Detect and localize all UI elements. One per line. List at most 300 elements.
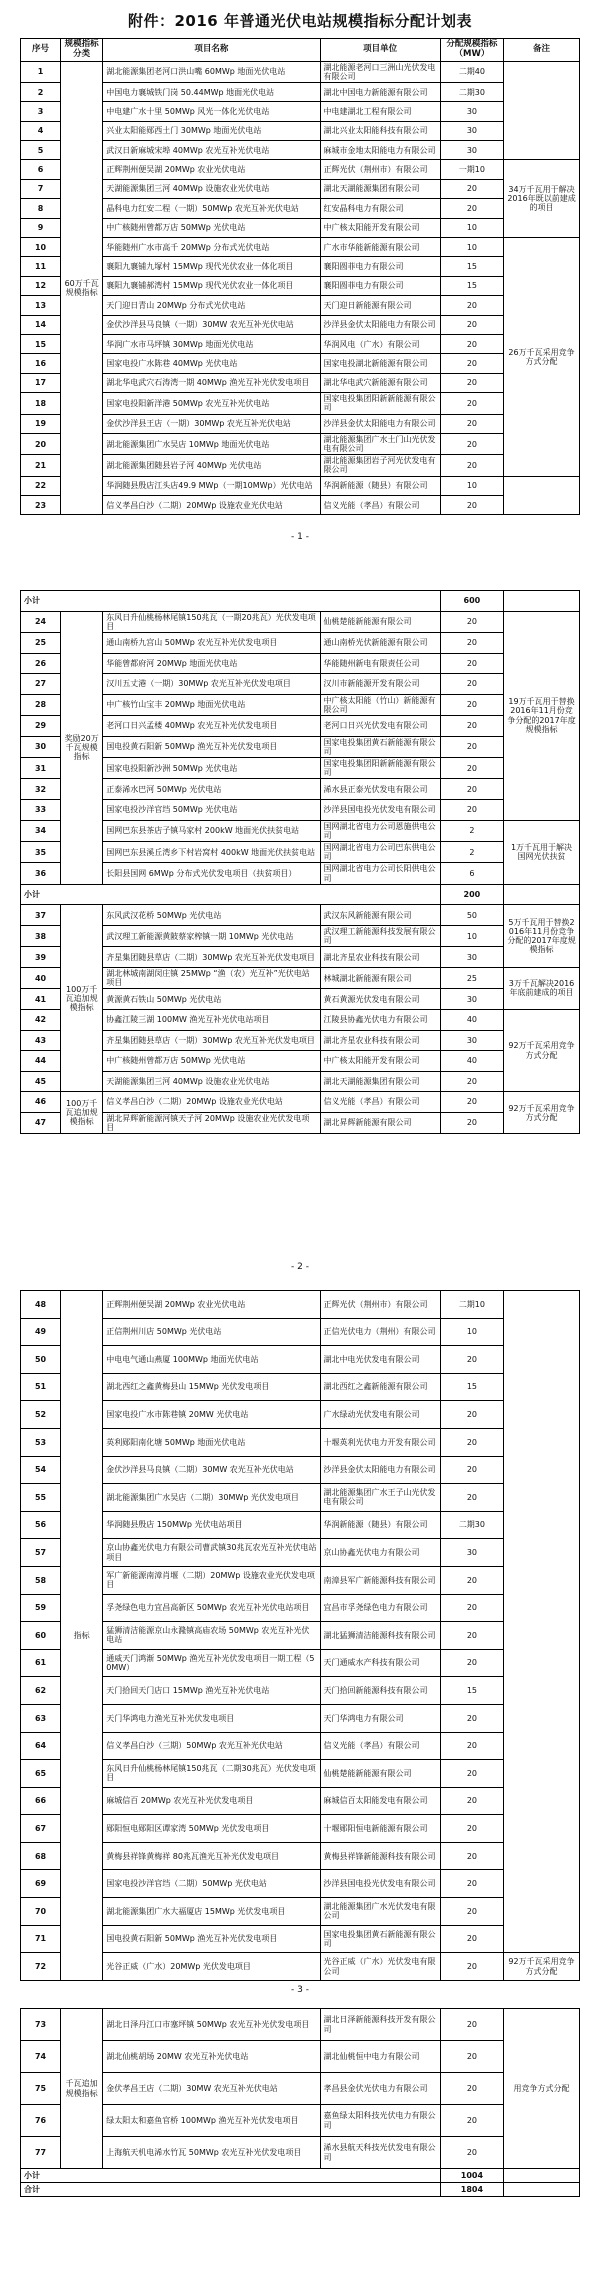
project-unit: 国家电投集团黄石新能源有限公司	[320, 1925, 440, 1953]
row-index: 58	[21, 1566, 61, 1594]
project-name: 东风日升仙桃杨林尾镇150兆瓦（二期30兆瓦）光伏发电项目	[103, 1760, 320, 1788]
capacity-cell: 10	[440, 238, 503, 257]
remark-cell: 34万千瓦用于解决2016年既以前建成的项目	[504, 160, 580, 238]
project-unit: 天门通威水产科技有限公司	[320, 1649, 440, 1677]
project-unit: 南漳县军广新能源科技有限公司	[320, 1566, 440, 1594]
table-row	[21, 1677, 580, 1705]
row-index: 61	[21, 1649, 61, 1677]
allocation-table-page-2	[20, 590, 580, 1134]
project-unit: 老河口日兴光伏发电有限公司	[320, 716, 440, 737]
row-index: 51	[21, 1373, 61, 1401]
capacity-cell: 20	[440, 1346, 503, 1374]
capacity-cell: 20	[440, 779, 503, 800]
row-index: 45	[21, 1071, 61, 1092]
table-row	[21, 238, 580, 257]
project-unit: 国家电投集团阳新新能源有限公司	[320, 758, 440, 779]
capacity-cell: 20	[440, 800, 503, 821]
row-index: 6	[21, 160, 61, 179]
subtotal-label: 合计	[21, 2183, 441, 2197]
row-index: 76	[21, 2105, 61, 2137]
capacity-cell: 20	[440, 758, 503, 779]
project-unit: 湖北西红之鑫新能源有限公司	[320, 1373, 440, 1401]
project-unit: 湖北中电光伏发电有限公司	[320, 1346, 440, 1374]
table-row	[21, 758, 580, 779]
subtotal-label: 小计	[21, 591, 441, 612]
capacity-cell: 15	[440, 276, 503, 295]
row-index: 69	[21, 1870, 61, 1898]
capacity-cell: 30	[440, 102, 503, 121]
project-name: 国电投黄石阳新 50MWp 渔光互补光伏发电项目	[103, 736, 320, 757]
project-unit: 湖北能源集团岩子河光伏发电有限公司	[320, 455, 440, 476]
project-unit: 湖北华电武穴新能源有限公司	[320, 373, 440, 392]
row-index: 27	[21, 674, 61, 695]
row-index: 3	[21, 102, 61, 121]
project-name: 华润广水市马坪镇 30MWp 地面光伏电站	[103, 334, 320, 353]
project-unit: 湖北仙桃恒中电力有限公司	[320, 2041, 440, 2073]
capacity-cell: 30	[440, 1539, 503, 1567]
table-row	[21, 455, 580, 476]
project-unit: 信义光能（孝昌）有限公司	[320, 496, 440, 515]
table-row	[21, 694, 580, 715]
row-index: 36	[21, 863, 61, 884]
project-unit: 湖北猛狮清洁能源科技有限公司	[320, 1622, 440, 1650]
capacity-cell: 20	[440, 393, 503, 414]
remark-cell: 92万千瓦采用竞争方式分配	[504, 1009, 580, 1091]
row-index: 19	[21, 414, 61, 433]
table-row	[21, 334, 580, 353]
capacity-cell: 15	[440, 257, 503, 276]
project-name: 麻城信百 20MWp 农光互补光伏发电项目	[103, 1787, 320, 1815]
project-name: 信义孝昌白沙（三期）50MWp 农光互补光伏电站	[103, 1732, 320, 1760]
table-row	[21, 1649, 580, 1677]
capacity-cell: 20	[440, 414, 503, 433]
table-row	[21, 1484, 580, 1512]
capacity-cell: 30	[440, 989, 503, 1010]
table-row	[21, 373, 580, 392]
capacity-cell: 20	[440, 1870, 503, 1898]
capacity-cell: 40	[440, 1051, 503, 1072]
project-unit: 沙洋县金伏太阳能电力有限公司	[320, 414, 440, 433]
row-index: 50	[21, 1346, 61, 1374]
capacity-cell: 20	[440, 2105, 503, 2137]
row-index: 35	[21, 842, 61, 863]
table-row	[21, 1051, 580, 1072]
project-unit: 沙洋县金伏太阳能电力有限公司	[320, 1456, 440, 1484]
project-unit: 武汉理工新能源科技发展有限公司	[320, 925, 440, 946]
project-unit: 华润新能源（随县）有限公司	[320, 476, 440, 495]
row-index: 2	[21, 82, 61, 101]
project-name: 英利郧阳南化塘 50MWp 地面光伏电站	[103, 1428, 320, 1456]
table-row	[21, 2041, 580, 2073]
project-name: 华能曾都府河 20MWp 地面光伏电站	[103, 653, 320, 674]
row-index: 68	[21, 1842, 61, 1870]
row-index: 75	[21, 2073, 61, 2105]
row-index: 72	[21, 1953, 61, 1981]
project-name: 中电建广水十里 50MWp 风光一体化光伏电站	[103, 102, 320, 121]
subtotal-row	[21, 591, 580, 612]
capacity-cell: 20	[440, 334, 503, 353]
project-unit: 湖北天湖能源集团有限公司	[320, 1071, 440, 1092]
capacity-cell: 20	[440, 2009, 503, 2041]
subtotal-row	[21, 884, 580, 905]
project-unit: 林城湖北新能源有限公司	[320, 967, 440, 988]
table-body-page-3	[21, 1291, 580, 1981]
table-row	[21, 61, 580, 82]
page-number: - 1 -	[291, 532, 309, 542]
table-row	[21, 1594, 580, 1622]
project-name: 信义孝昌白沙（二期）20MWp 设施农业光伏电站	[103, 1092, 320, 1113]
capacity-cell: 6	[440, 863, 503, 884]
subtotal-value: 1004	[440, 2169, 503, 2183]
capacity-cell: 20	[440, 1815, 503, 1843]
project-unit: 国网湖北省电力公司长阳供电公司	[320, 863, 440, 884]
table-row	[21, 1346, 580, 1374]
capacity-cell: 20	[440, 179, 503, 198]
capacity-cell: 20	[440, 354, 503, 373]
capacity-cell: 20	[440, 736, 503, 757]
capacity-cell: 40	[440, 1009, 503, 1030]
table-header-row	[21, 39, 580, 62]
project-unit: 湖北能源集团广水土门山光伏发电有限公司	[320, 433, 440, 454]
row-index: 32	[21, 779, 61, 800]
row-index: 1	[21, 61, 61, 82]
category-cell: 指标	[61, 1291, 103, 1981]
capacity-cell: 20	[440, 1401, 503, 1429]
table-row	[21, 905, 580, 926]
grand-total-row	[21, 2183, 580, 2197]
project-name: 襄阳九襄铺郝湾村 15MWp 现代光伏农业一体化项目	[103, 276, 320, 295]
project-unit: 湖北能源老河口三洲山光伏发电有限公司	[320, 61, 440, 82]
project-unit: 沙洋县金伏太阳能电力有限公司	[320, 315, 440, 334]
table-row	[21, 2137, 580, 2169]
table-row	[21, 989, 580, 1010]
project-name: 汉川五丈港（一期）30MWp 农光互补光伏发电项目	[103, 674, 320, 695]
row-index: 60	[21, 1622, 61, 1650]
capacity-cell: 25	[440, 967, 503, 988]
project-name: 正辉荆州便吴湖 20MWp 农业光伏电站	[103, 160, 320, 179]
table-row	[21, 1787, 580, 1815]
row-index: 31	[21, 758, 61, 779]
table-body-page-4	[21, 2009, 580, 2197]
project-name: 湖北能源集团老河口洪山嘴 60MWp 地面光伏电站	[103, 61, 320, 82]
capacity-cell: 20	[440, 373, 503, 392]
row-index: 29	[21, 716, 61, 737]
table-row	[21, 1760, 580, 1788]
project-name: 金伏沙洋县马良镇（二期）30MW 农光互补光伏电站	[103, 1456, 320, 1484]
subtotal-label: 小计	[21, 884, 441, 905]
capacity-cell: 20	[440, 1732, 503, 1760]
project-unit: 沙洋县国电投光伏发电有限公司	[320, 800, 440, 821]
project-name: 东风日升仙桃杨林尾镇150兆瓦（一期20兆瓦）光伏发电项目	[103, 611, 320, 632]
subtotal-remark	[504, 884, 580, 905]
table-row	[21, 2009, 580, 2041]
project-name: 天湖能源集团三河 40MWp 设施农业光伏电站	[103, 179, 320, 198]
table-row	[21, 1622, 580, 1650]
project-name: 中广核随州曾都万店 50MWp 光伏电站	[103, 1051, 320, 1072]
capacity-cell: 30	[440, 121, 503, 140]
row-index: 12	[21, 276, 61, 295]
table-row	[21, 433, 580, 454]
project-unit: 天门拾回新能源科技有限公司	[320, 1677, 440, 1705]
row-index: 77	[21, 2137, 61, 2169]
project-unit: 襄阳圆菲电力有限公司	[320, 257, 440, 276]
remark-cell	[504, 61, 580, 160]
row-index: 24	[21, 611, 61, 632]
table-row	[21, 276, 580, 295]
row-index: 40	[21, 967, 61, 988]
table-row	[21, 674, 580, 695]
table-row	[21, 863, 580, 884]
table-row	[21, 218, 580, 237]
table-row	[21, 199, 580, 218]
project-unit: 国网湖北省电力公司恩施供电公司	[320, 820, 440, 841]
project-name: 中广核随州曾都万店 50MWp 光伏电站	[103, 218, 320, 237]
project-unit: 浠水县航天科技光伏发电有限公司	[320, 2137, 440, 2169]
row-index: 7	[21, 179, 61, 198]
capacity-cell: 2	[440, 842, 503, 863]
allocation-table-page-1	[20, 38, 580, 515]
row-index: 18	[21, 393, 61, 414]
capacity-cell: 20	[440, 674, 503, 695]
capacity-cell: 20	[440, 611, 503, 632]
row-index: 17	[21, 373, 61, 392]
project-name: 天湖能源集团三河 40MWp 设施农业光伏电站	[103, 1071, 320, 1092]
row-index: 4	[21, 121, 61, 140]
remark-cell	[504, 1291, 580, 1953]
table-row	[21, 82, 580, 101]
row-index: 47	[21, 1112, 61, 1133]
row-index: 62	[21, 1677, 61, 1705]
capacity-cell: 20	[440, 653, 503, 674]
project-name: 金伏沙洋县王店（一期）30MWp 农光互补光伏电站	[103, 414, 320, 433]
project-unit: 中广核太阳能开发有限公司	[320, 218, 440, 237]
capacity-cell: 20	[440, 1566, 503, 1594]
header-project-name: 项目名称	[103, 39, 320, 62]
project-unit: 武汉东风新能源有限公司	[320, 905, 440, 926]
table-row	[21, 716, 580, 737]
project-name: 信义孝昌白沙（二期）20MWp 设施农业光伏电站	[103, 496, 320, 515]
row-index: 57	[21, 1539, 61, 1567]
project-unit: 通山南桥光伏新能源有限公司	[320, 632, 440, 653]
project-name: 光谷正威（广水）20MWp 光伏发电项目	[103, 1953, 320, 1981]
row-index: 39	[21, 947, 61, 968]
row-index: 25	[21, 632, 61, 653]
project-name: 湖北西红之鑫黄梅县山 15MWp 光伏发电项目	[103, 1373, 320, 1401]
project-name: 天门华鸿电力渔光互补光伏发电项目	[103, 1704, 320, 1732]
remark-cell	[504, 476, 580, 515]
project-name: 通威天门鸿渐 50MWp 渔光互补光伏发电项目一期工程（50MW）	[103, 1649, 320, 1677]
project-name: 武汉理工新能源黄陂蔡家榨镇一期 10MWp 光伏电站	[103, 925, 320, 946]
project-name: 黄梅县祥锋黄梅祥 80兆瓦渔光互补光伏发电项目	[103, 1842, 320, 1870]
capacity-cell: 10	[440, 476, 503, 495]
remark-cell: 19万千瓦用于替换2016年11月份竞争分配的2017年度规模指标	[504, 611, 580, 820]
project-name: 老河口日兴孟楼 40MWp 农光互补光伏发电项目	[103, 716, 320, 737]
document-title: 附件：2016 年普通光伏电站规模指标分配计划表	[128, 12, 472, 30]
project-unit: 广水市华能新能源有限公司	[320, 238, 440, 257]
capacity-cell: 20	[440, 1071, 503, 1092]
project-name: 湖北昇辉新能源河镇天子河 20MWp 设施农业光伏发电项目	[103, 1112, 320, 1133]
remark-cell: 92万千瓦采用竞争方式分配	[504, 1953, 580, 1981]
project-name: 国网巴东县茶店子镇马家村 200kW 地面光伏扶贫电站	[103, 820, 320, 841]
project-name: 正信荆州川店 50MWp 光伏电站	[103, 1318, 320, 1346]
project-name: 湖北日泽丹江口市塞坪镇 50MWp 农光互补光伏发电项目	[103, 2009, 320, 2041]
capacity-cell: 二期30	[440, 82, 503, 101]
project-unit: 国家电投集团阳新新能源有限公司	[320, 393, 440, 414]
category-cell: 100万千瓦追加规模指标	[61, 1092, 103, 1134]
project-unit: 沙洋县国电投光伏发电有限公司	[320, 1870, 440, 1898]
table-row	[21, 1566, 580, 1594]
capacity-cell: 30	[440, 947, 503, 968]
table-row	[21, 1842, 580, 1870]
project-name: 孚尧绿色电力宜昌高新区 50MWp 农光互补光伏电站项目	[103, 1594, 320, 1622]
capacity-cell: 20	[440, 2137, 503, 2169]
project-name: 襄阳九襄铺九塚村 15MWp 现代光伏农业一体化项目	[103, 257, 320, 276]
capacity-cell: 10	[440, 218, 503, 237]
table-row	[21, 496, 580, 515]
project-unit: 湖北能源集团广水王子山光伏发电有限公司	[320, 1484, 440, 1512]
row-index: 55	[21, 1484, 61, 1512]
row-index: 56	[21, 1511, 61, 1539]
capacity-cell: 20	[440, 2041, 503, 2073]
subtotal-label: 小计	[21, 2169, 441, 2183]
remark-cell: 26万千瓦采用竞争方式分配	[504, 238, 580, 477]
project-name: 天门迎日青山 20MWp 分布式光伏电站	[103, 296, 320, 315]
row-index: 74	[21, 2041, 61, 2073]
project-name: 晶科电力红安二程（一期）50MWp 农光互补光伏电站	[103, 199, 320, 218]
table-row	[21, 1009, 580, 1030]
project-name: 国家电投广水市陈巷镇 20MW 光伏电站	[103, 1401, 320, 1429]
project-unit: 孝昌县金伏光伏电力有限公司	[320, 2073, 440, 2105]
project-unit: 国家电投湖北新能源有限公司	[320, 354, 440, 373]
table-row	[21, 1704, 580, 1732]
capacity-cell: 20	[440, 1787, 503, 1815]
row-index: 10	[21, 238, 61, 257]
project-name: 金伏孝昌王店（二期）30MW 农光互补光伏电站	[103, 2073, 320, 2105]
capacity-cell: 20	[440, 1925, 503, 1953]
header-index: 序号	[21, 39, 61, 62]
capacity-cell: 15	[440, 1677, 503, 1705]
page-number: - 3 -	[291, 1985, 309, 1995]
table-row	[21, 1401, 580, 1429]
project-name: 国家电投广水陈巷 40MWp 光伏电站	[103, 354, 320, 373]
project-name: 国电投黄石阳新 50MWp 渔光互补光伏发电项目	[103, 1925, 320, 1953]
project-unit: 华润风电（广水）有限公司	[320, 334, 440, 353]
remark-cell: 3万千瓦解决2016年底前建成的项目	[504, 967, 580, 1009]
project-name: 猛狮清洁能源京山永漋镇高庙农场 50MWp 农光互补光伏电站	[103, 1622, 320, 1650]
row-index: 71	[21, 1925, 61, 1953]
project-name: 齐星集团随县草店（二期）30MWp 农光互补光伏发电项目	[103, 947, 320, 968]
project-name: 东风武汉花桥 50MWp 光伏电站	[103, 905, 320, 926]
project-name: 国网巴东县溪丘湾乡下村岩窝村 400kW 地面光伏扶贫电站	[103, 842, 320, 863]
category-cell: 奖励20万千瓦规模指标	[61, 611, 103, 884]
table-row	[21, 296, 580, 315]
capacity-cell: 15	[440, 1373, 503, 1401]
row-index: 15	[21, 334, 61, 353]
row-index: 42	[21, 1009, 61, 1030]
category-cell: 60万千瓦规模指标	[61, 61, 103, 515]
capacity-cell: 30	[440, 141, 503, 160]
table-row	[21, 121, 580, 140]
table-row	[21, 632, 580, 653]
project-name: 湖北林城南湖闵庄镇 25MWp “渔（农）光互补”光伏电站项目	[103, 967, 320, 988]
capacity-cell: 20	[440, 1842, 503, 1870]
project-unit: 正辉光伏（荆州市）有限公司	[320, 160, 440, 179]
project-name: 齐星集团随县草店（一期）30MWp 农光互补光伏发电项目	[103, 1030, 320, 1051]
capacity-cell: 20	[440, 1484, 503, 1512]
capacity-cell: 20	[440, 694, 503, 715]
project-unit: 麻城信百太阳能发电有限公司	[320, 1787, 440, 1815]
project-unit: 京山协鑫光伏电力有限公司	[320, 1539, 440, 1567]
project-unit: 信义光能（孝昌）有限公司	[320, 1732, 440, 1760]
project-name: 湖北能源集团随县岩子河 40MWp 光伏电站	[103, 455, 320, 476]
category-cell: 100万千瓦追加规模指标	[61, 905, 103, 1092]
table-row	[21, 1732, 580, 1760]
project-name: 国家电投沙洋官垱（二期）50MWp 光伏电站	[103, 1870, 320, 1898]
project-name: 正泰浠水巴河 50MWp 光伏电站	[103, 779, 320, 800]
capacity-cell: 20	[440, 1704, 503, 1732]
project-unit: 华能随州新电有限责任公司	[320, 653, 440, 674]
project-name: 中国电力襄城铁门岗 50.44MWp 地面光伏电站	[103, 82, 320, 101]
project-name: 长阳县国网 6MWp 分布式光伏发电项目（扶贫项目）	[103, 863, 320, 884]
project-name: 湖北能源集团广水大福厦店 15MWp 光伏发电项目	[103, 1898, 320, 1926]
remark-cell: 用竞争方式分配	[504, 2009, 580, 2169]
project-unit: 中电建湖北工程有限公司	[320, 102, 440, 121]
project-name: 天门拾回天门店口 15MWp 渔光互补光伏电站	[103, 1677, 320, 1705]
allocation-table-page-3	[20, 1290, 580, 1981]
row-index: 48	[21, 1291, 61, 1319]
header-category: 规模指标分类	[61, 39, 103, 62]
table-row	[21, 1291, 580, 1319]
capacity-cell: 二期30	[440, 1511, 503, 1539]
capacity-cell: 二期40	[440, 61, 503, 82]
table-row	[21, 1511, 580, 1539]
header-project-unit: 项目单位	[320, 39, 440, 62]
project-unit: 正信光伏电力（荆州）有限公司	[320, 1318, 440, 1346]
project-unit: 黄梅县祥锋新能源科技有限公司	[320, 1842, 440, 1870]
project-name: 湖北华电武穴石涛湾一期 40MWp 渔光互补光伏发电项目	[103, 373, 320, 392]
row-index: 13	[21, 296, 61, 315]
table-row	[21, 736, 580, 757]
row-index: 53	[21, 1428, 61, 1456]
project-unit: 湖北兴业太阳能科技有限公司	[320, 121, 440, 140]
project-name: 黄源黄石铁山 50MWp 光伏电站	[103, 989, 320, 1010]
row-index: 38	[21, 925, 61, 946]
table-row	[21, 1373, 580, 1401]
project-name: 郧阳恒电郧阳区谭家湾 50MWp 光伏发电项目	[103, 1815, 320, 1843]
project-unit: 光谷正威（广水）光伏发电有限公司	[320, 1953, 440, 1981]
capacity-cell: 50	[440, 905, 503, 926]
capacity-cell: 20	[440, 1594, 503, 1622]
capacity-cell: 20	[440, 1760, 503, 1788]
capacity-cell: 10	[440, 1318, 503, 1346]
project-name: 绿太阳太和嘉鱼官桥 100MWp 渔光互补光伏发电项目	[103, 2105, 320, 2137]
project-unit: 仙桃楚能新能源有限公司	[320, 1760, 440, 1788]
table-row	[21, 315, 580, 334]
project-unit: 汉川市新能源开发有限公司	[320, 674, 440, 695]
subtotal-remark	[504, 2183, 580, 2197]
project-name: 国家电投沙洋官垱 50MWp 光伏电站	[103, 800, 320, 821]
project-unit: 天门迎日新能源有限公司	[320, 296, 440, 315]
row-index: 28	[21, 694, 61, 715]
row-index: 49	[21, 1318, 61, 1346]
row-index: 43	[21, 1030, 61, 1051]
table-row	[21, 1925, 580, 1953]
project-unit: 中广核太阳能（竹山）新能源有限公司	[320, 694, 440, 715]
row-index: 73	[21, 2009, 61, 2041]
table-body-page-1	[21, 61, 580, 515]
project-unit: 湖北齐星农业科技有限公司	[320, 1030, 440, 1051]
capacity-cell: 20	[440, 199, 503, 218]
